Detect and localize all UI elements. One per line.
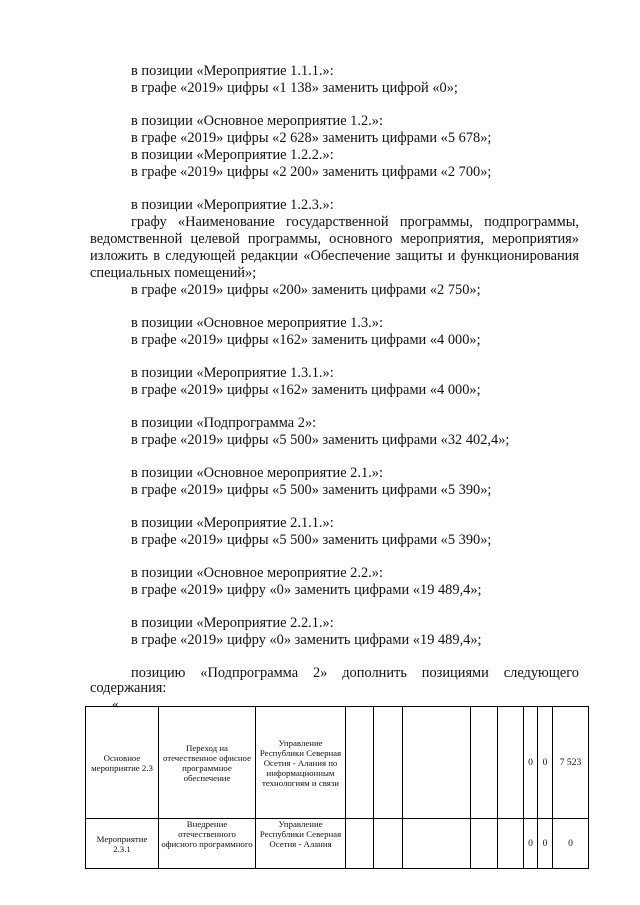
text-line: позицию «Подпрограмма 2» дополнить позициями следующего (131, 665, 579, 681)
table-cell-status: Основное мероприятие 2.3 (86, 707, 159, 819)
table-cell-empty (374, 819, 403, 869)
table-cell-empty (403, 819, 471, 869)
text-line: в графе «2019» цифру «0» заменить цифрами «19 489,4»; (131, 582, 482, 598)
text-line: в графе «2019» цифры «2 628» заменить цифрами «5 678»; (131, 130, 492, 146)
text-line: содержания: (90, 680, 167, 696)
table-cell-value: 0 (524, 707, 538, 819)
text-line: в графе «2019» цифры «1 138» заменить цифрой «0»; (131, 80, 458, 96)
table-cell-value: 0 (538, 707, 553, 819)
text-line: в позиции «Основное мероприятие 1.3.»: (131, 315, 383, 331)
program-table (85, 706, 589, 869)
table-cell-empty (346, 819, 374, 869)
open-quote: « (112, 696, 119, 711)
text-line: в графе «2019» цифры «200» заменить цифрами «2 750»; (131, 282, 481, 298)
text-line: в графе «2019» цифры «5 500» заменить цифрами «5 390»; (131, 532, 492, 548)
table-cell-empty (403, 707, 471, 819)
table-cell-value: 0 (553, 819, 589, 869)
table-cell-empty (471, 707, 498, 819)
text-line: изложить в следующей редакции «Обеспечение защиты и функционирования (90, 248, 579, 264)
table-cell-empty (498, 707, 524, 819)
text-line: графу «Наименование государственной программы, подпрограммы, (131, 214, 579, 230)
text-line: ведомственной целевой программы, основного мероприятия, мероприятия» (90, 231, 579, 247)
text-line: в графе «2019» цифры «5 500» заменить цифрами «32 402,4»; (131, 432, 510, 448)
text-line: в графе «2019» цифры «5 500» заменить цифрами «5 390»; (131, 482, 492, 498)
table-cell-value: 0 (538, 819, 553, 869)
table-cell-empty (346, 707, 374, 819)
text-line: в позиции «Мероприятие 1.2.3.»: (131, 197, 334, 213)
table-cell-name: Переход на отечественное офисное программное обеспечение (159, 707, 256, 819)
text-line: в позиции «Мероприятие 1.3.1.»: (131, 365, 334, 381)
table-cell-status: Мероприятие 2.3.1 (86, 819, 159, 869)
table-cell-value: 7 523 (553, 707, 589, 819)
table-cell-executor: Управление Республики Северная Осетия - Алания по информационным технологиям и связи (256, 707, 346, 819)
text-line: в графе «2019» цифры «162» заменить цифрами «4 000»; (131, 332, 481, 348)
text-line: в графе «2019» цифру «0» заменить цифрами «19 489,4»; (131, 632, 482, 648)
text-line: в позиции «Мероприятие 2.2.1.»: (131, 615, 334, 631)
text-line: в позиции «Основное мероприятие 1.2.»: (131, 113, 383, 129)
text-line: в графе «2019» цифры «162» заменить цифрами «4 000»; (131, 382, 481, 398)
table-cell-empty (471, 819, 498, 869)
table-cell-value: 0 (524, 819, 538, 869)
table-row (86, 819, 589, 869)
text-line: в позиции «Подпрограмма 2»: (131, 415, 317, 431)
text-line: в позиции «Мероприятие 2.1.1.»: (131, 515, 334, 531)
text-line: в позиции «Мероприятие 1.1.1.»: (131, 63, 334, 79)
table-cell-empty (374, 707, 403, 819)
text-line: в графе «2019» цифры «2 200» заменить цифрами «2 700»; (131, 164, 492, 180)
text-line: в позиции «Основное мероприятие 2.1.»: (131, 465, 383, 481)
table-cell-name: Внедрение отечественного офисного программного (159, 819, 256, 869)
text-line: в позиции «Основное мероприятие 2.2.»: (131, 565, 383, 581)
text-line: в позиции «Мероприятие 1.2.2.»: (131, 147, 334, 163)
table-cell-executor: Управление Республики Северная Осетия - Алания (256, 819, 346, 869)
text-line: специальных помещений»; (90, 265, 257, 281)
table-cell-empty (498, 819, 524, 869)
table-row (86, 707, 589, 819)
